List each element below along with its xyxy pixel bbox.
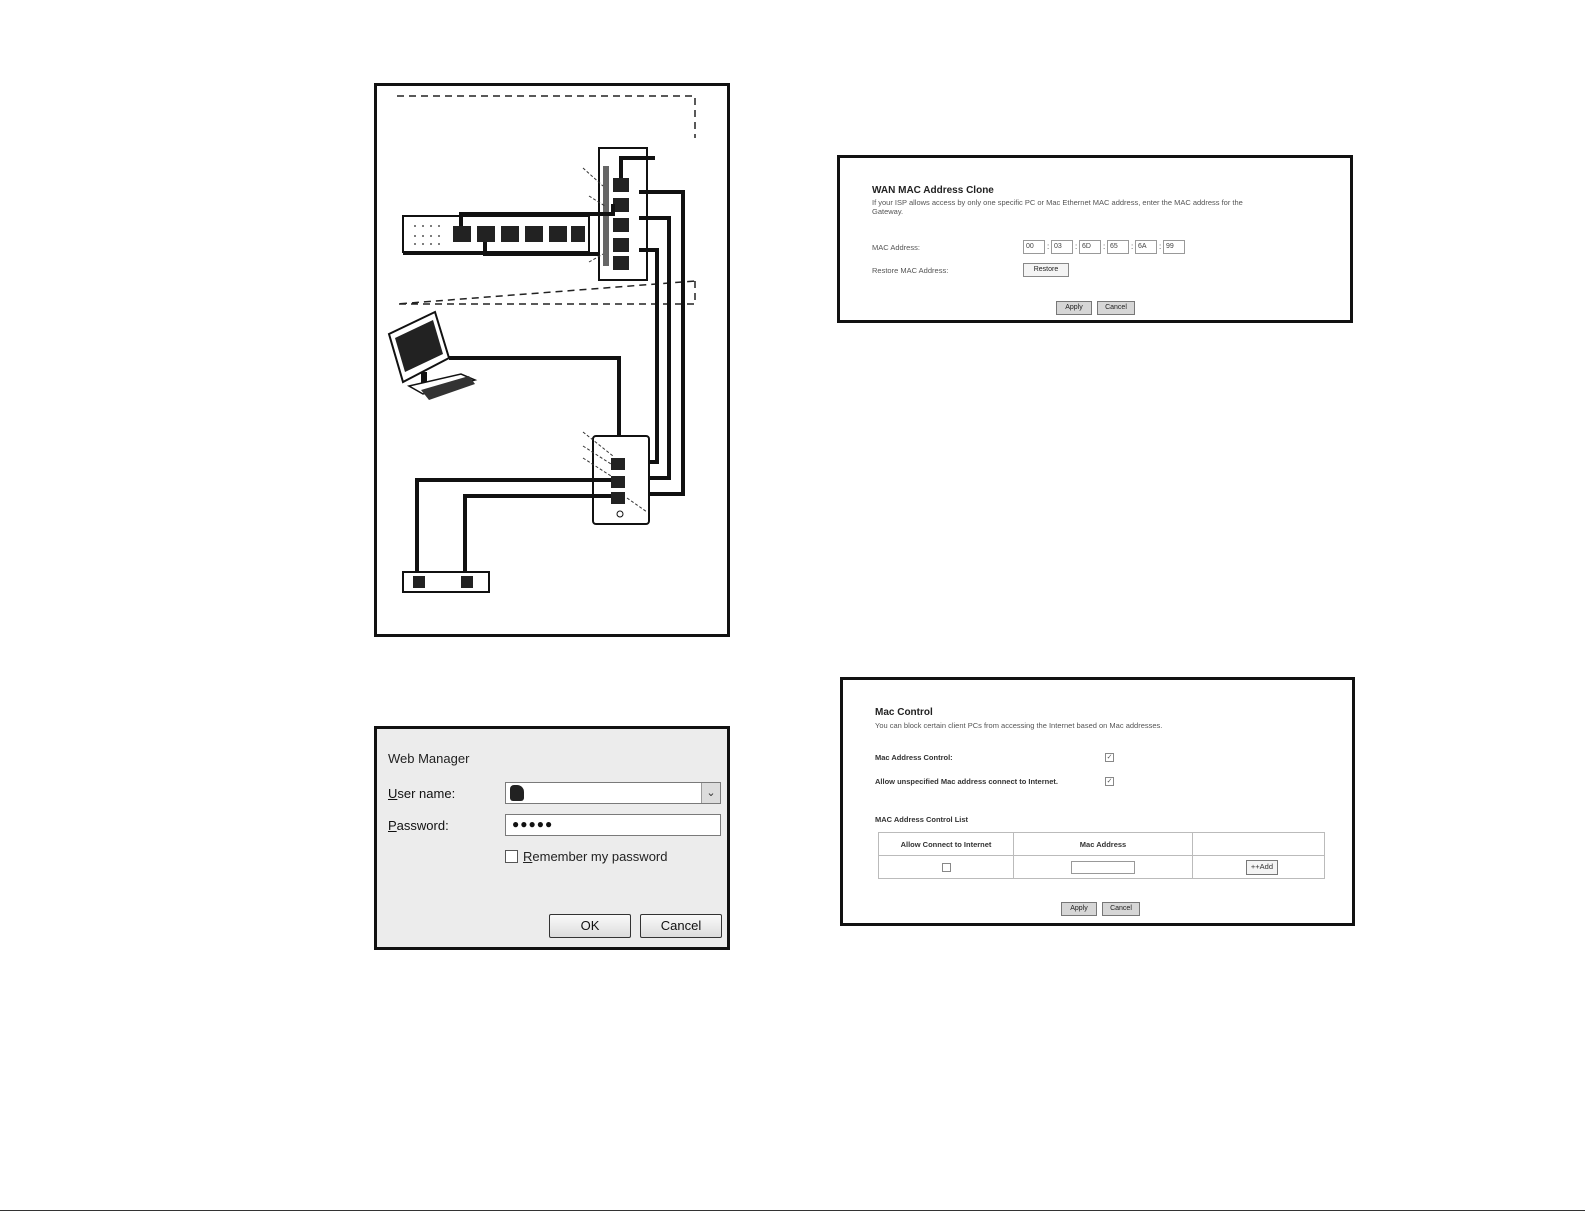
mac-control-description: You can block certain client PCs from accessing the Internet based on Mac addresses. [875, 721, 1163, 730]
mac-separator: : [1047, 242, 1050, 251]
mac-address-input[interactable] [1071, 861, 1135, 874]
wan-apply-button[interactable]: Apply [1056, 301, 1092, 315]
action-cell [1193, 856, 1325, 879]
mac-separator: : [1131, 242, 1134, 251]
restore-button[interactable]: Restore [1023, 263, 1069, 277]
mac-address-cell [1014, 856, 1193, 879]
dialog-title: Web Manager [388, 751, 470, 766]
mac-octet-input[interactable]: 6D [1079, 240, 1101, 254]
add-button[interactable]: ++Add [1246, 860, 1278, 875]
mac-cancel-button[interactable]: Cancel [1102, 902, 1140, 916]
mac-octet-input[interactable]: 03 [1051, 240, 1073, 254]
control-list-title: MAC Address Control List [875, 815, 969, 824]
password-field[interactable] [505, 814, 721, 836]
network-outlet [403, 572, 489, 592]
wiring-diagram [374, 83, 730, 637]
username-field[interactable] [505, 782, 721, 804]
mac-address-control-checkbox[interactable]: ✓ [1106, 754, 1113, 761]
column-allow: Allow Connect to Internet [879, 833, 1014, 856]
password-value: ●●●●● [512, 817, 554, 831]
page-footer-rule [0, 1210, 1585, 1211]
mac-apply-button[interactable]: Apply [1061, 902, 1097, 916]
mac-control-table [878, 832, 1325, 879]
mac-separator: : [1159, 242, 1162, 251]
network-wiring-illustration [377, 86, 727, 634]
user-icon [510, 785, 524, 801]
allow-unspecified-label: Allow unspecified Mac address connect to Internet. [875, 777, 1058, 786]
mac-octet-input[interactable]: 65 [1107, 240, 1129, 254]
table-header-row [879, 833, 1325, 856]
mac-octet-input[interactable]: 00 [1023, 240, 1045, 254]
allow-cell [879, 856, 1014, 879]
wan-cancel-button[interactable]: Cancel [1097, 301, 1135, 315]
cancel-button[interactable]: Cancel [640, 914, 722, 938]
remember-password-label: Remember my password [523, 849, 668, 864]
column-mac-address: Mac Address [1014, 833, 1193, 856]
wan-mac-clone-panel [837, 155, 1353, 323]
allow-unspecified-checkbox[interactable]: ✓ [1106, 778, 1113, 785]
restore-mac-label: Restore MAC Address: [872, 266, 949, 275]
ok-button[interactable]: OK [549, 914, 631, 938]
mac-address-control-label: Mac Address Control: [875, 753, 953, 762]
username-label: User name: [388, 786, 456, 801]
wan-mac-description: If your ISP allows access by only one specific PC or Mac Ethernet MAC address, enter the MAC address for the Gateway. [872, 198, 1243, 216]
wan-mac-title: WAN MAC Address Clone [872, 185, 994, 196]
password-label: Password: [388, 818, 449, 833]
mac-separator: : [1103, 242, 1106, 251]
mac-address-label: MAC Address: [872, 243, 920, 252]
column-action [1193, 833, 1325, 856]
web-manager-dialog [374, 726, 730, 950]
mac-separator: : [1075, 242, 1078, 251]
ethernet-switch [403, 216, 589, 255]
remember-password-checkbox[interactable] [505, 850, 518, 863]
allow-connect-checkbox[interactable] [942, 863, 951, 872]
chevron-down-icon[interactable]: ⌄ [701, 783, 720, 803]
mac-control-title: Mac Control [875, 707, 933, 718]
mac-control-panel [840, 677, 1355, 926]
table-row [879, 856, 1325, 879]
mac-octet-input[interactable]: 6A [1135, 240, 1157, 254]
mac-octet-input[interactable]: 99 [1163, 240, 1185, 254]
